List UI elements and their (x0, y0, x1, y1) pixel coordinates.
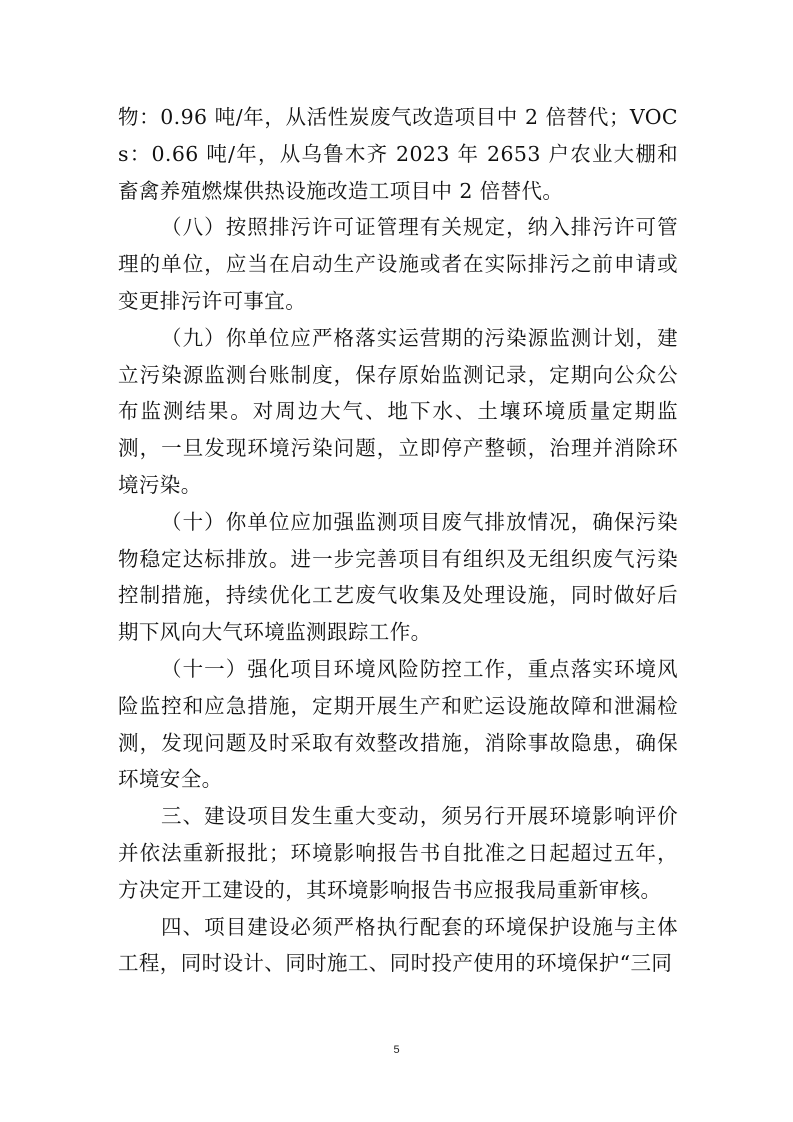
document-body (118, 99, 678, 982)
paragraph-item-9: （九）你单位应严格落实运营期的污染源监测计划，建立污染源监测台账制度，保存原始监测记录，定期向公众公布监测结果。对周边大气、地下水、土壤环境质量定期监测，一旦发现环境污染问题，立即停产整顿，治理并消除环境污染。 (118, 325, 678, 497)
page-number: 5 (393, 1044, 400, 1056)
paragraph-item-8: （八）按照排污许可证管理有关规定，纳入排污许可管理的单位，应当在启动生产设施或者在实际排污之前申请或变更排污许可事宜。 (118, 215, 678, 313)
paragraph-item-11: （十一）强化项目环境风险防控工作，重点落实环境风险监控和应急措施，定期开展生产和贮运设施故障和泄漏检测，发现问题及时采取有效整改措施，消除事故隐患，确保环境安全。 (118, 656, 678, 792)
paragraph-item-10: （十）你单位应加强监测项目废气排放情况，确保污染物稳定达标排放。进一步完善项目有组织及无组织废气污染控制措施，持续优化工艺废气收集及处理设施，同时做好后期下风向大气环境监测跟踪工作。 (118, 509, 678, 645)
paragraph-section-4: 四、项目建设必须严格执行配套的环境保护设施与主体工程，同时设计、同时施工、同时投产使用的环境保护“三同 (118, 914, 678, 976)
paragraph-continuation: 物：0.96 吨/年，从活性炭废气改造项目中 2 倍替代；VOCs：0.66 吨/年，从乌鲁木齐 2023 年 2653 户农业大棚和畜禽养殖燃煤供热设施改造工项目中 2 倍替代。 (118, 105, 678, 203)
paragraph-section-3: 三、建设项目发生重大变动，须另行开展环境影响评价并依法重新报批；环境影响报告书自批准之日起超过五年，方决定开工建设的，其环境影响报告书应报我局重新审核。 (118, 804, 678, 902)
